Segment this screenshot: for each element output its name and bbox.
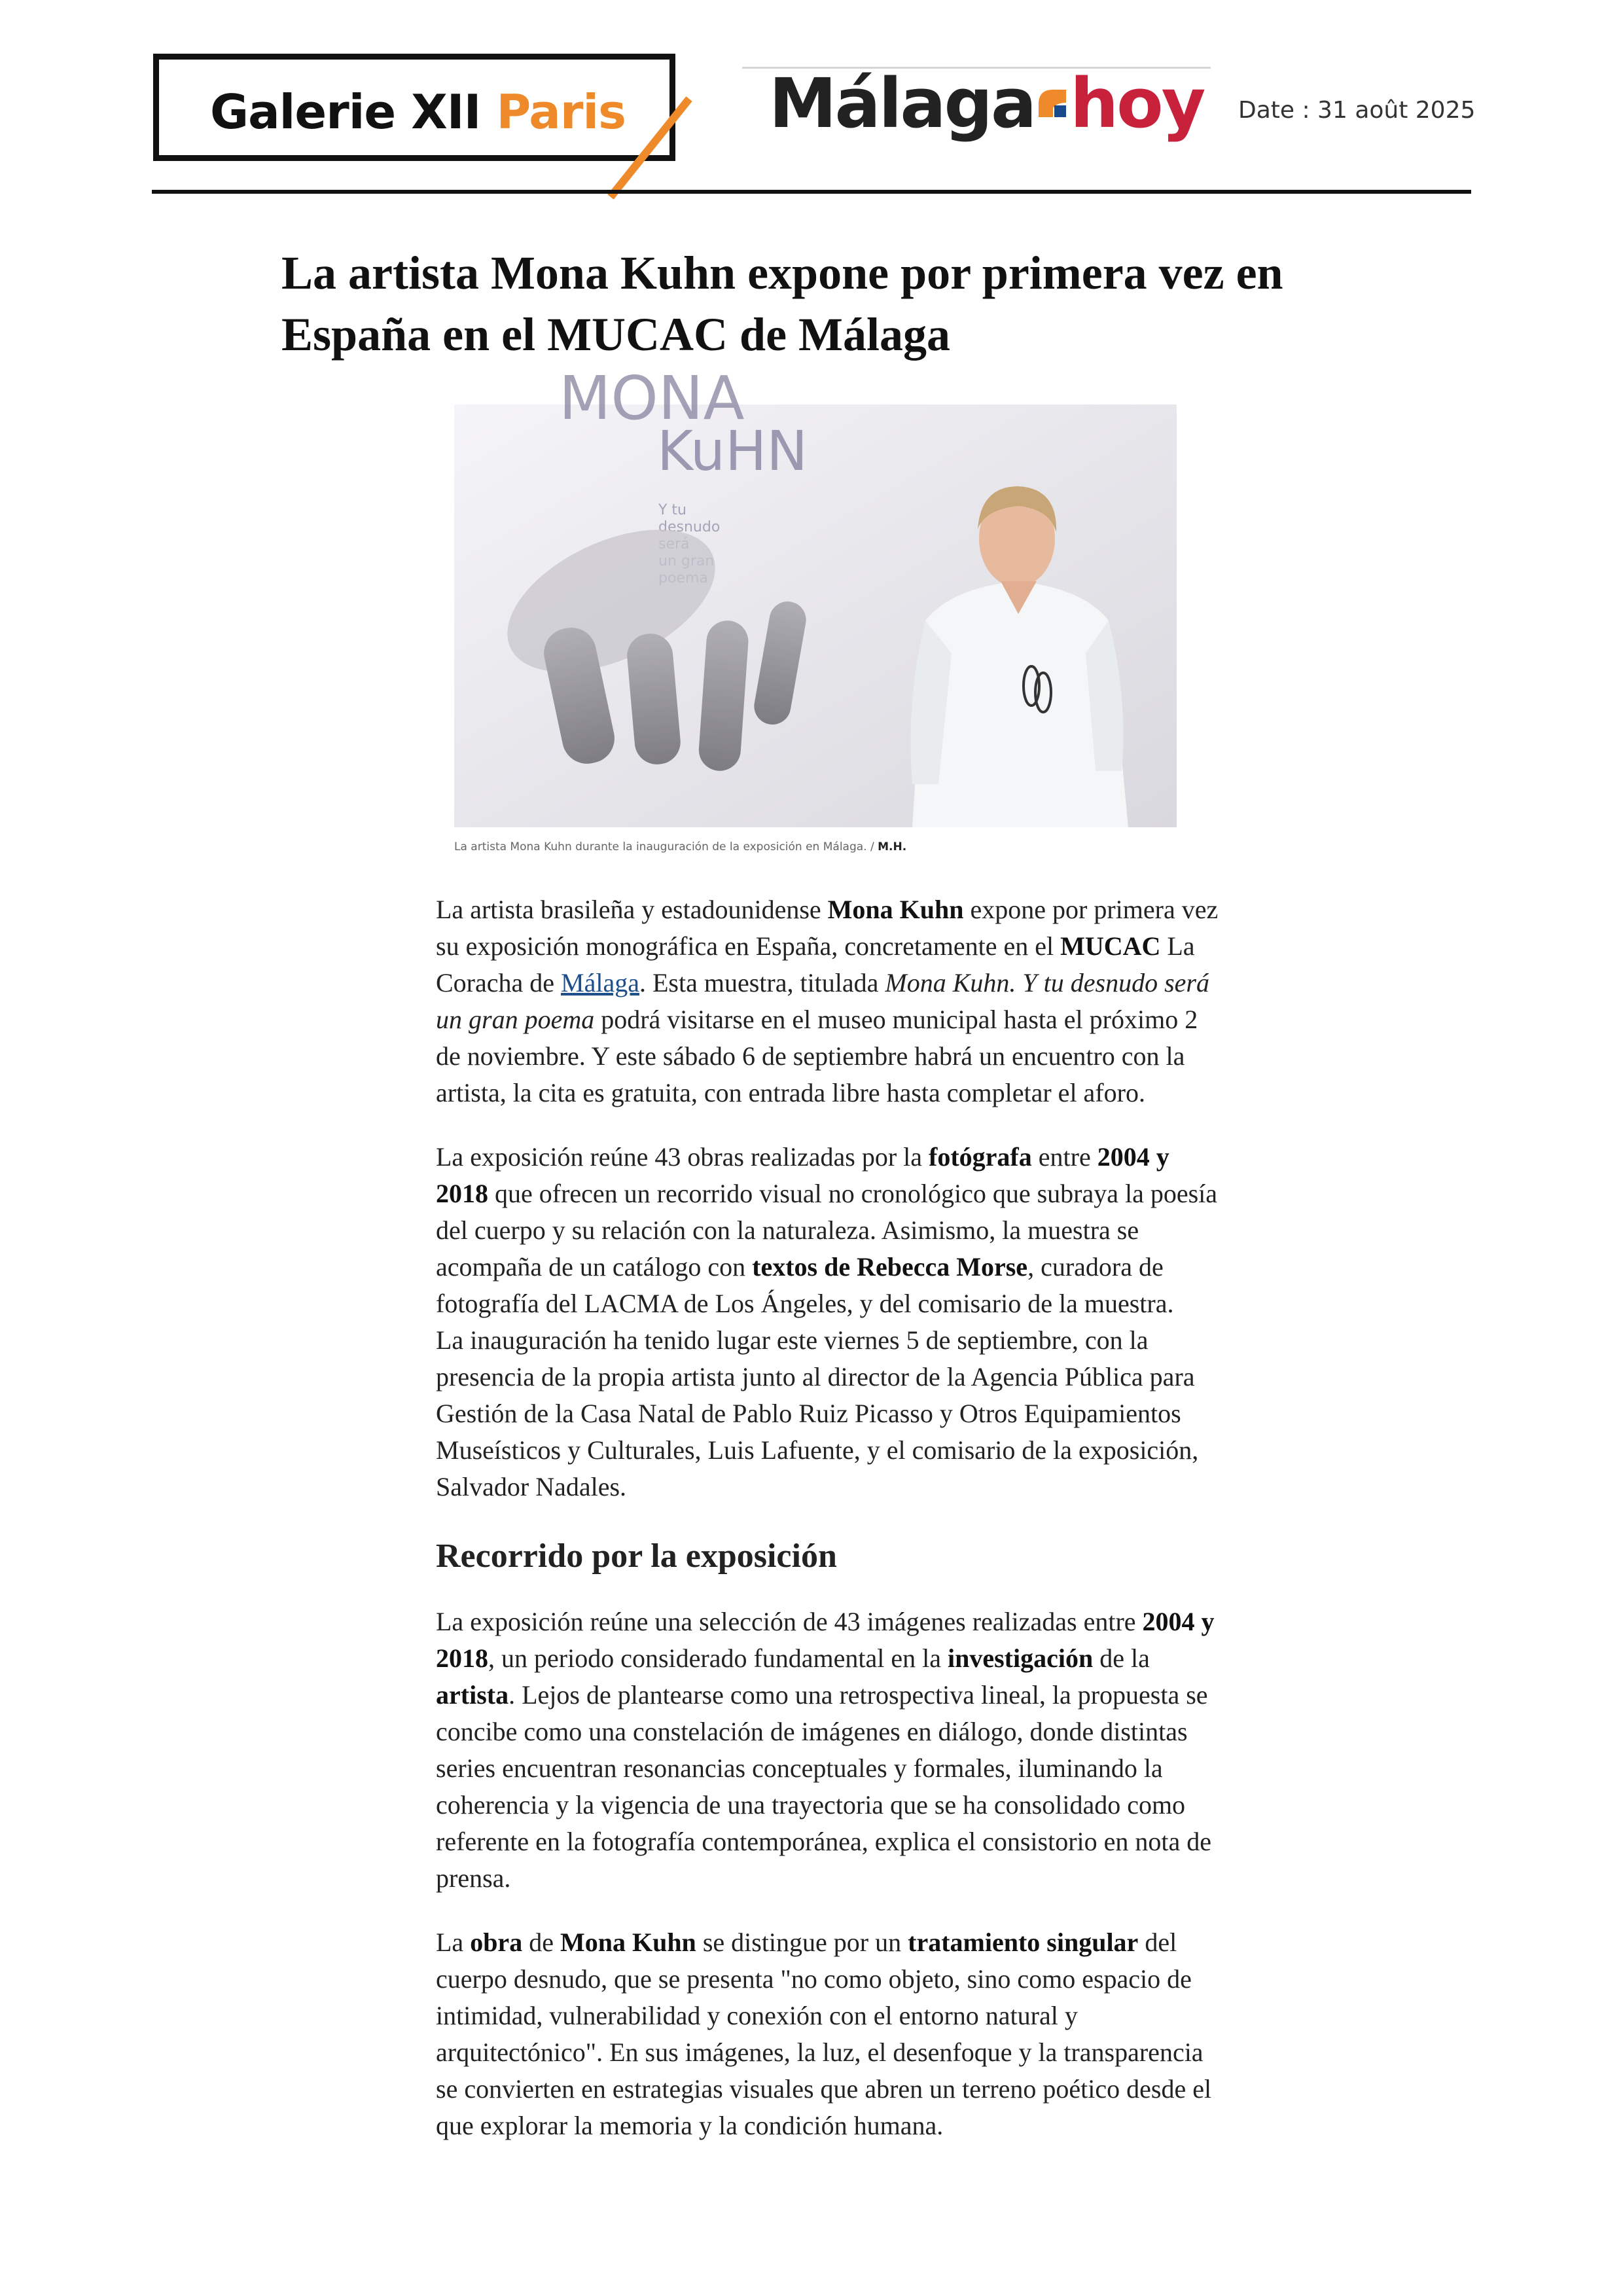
article-body [436, 891, 1221, 2144]
text-run: del cuerpo desnudo, que se presenta "no como objeto, sino como espacio de intimidad, vulnerabilidad y conexión con el entorno natural y arquitectónico". En sus imágenes, la luz, el desenfoque y la transparencia se convierten en estrategias visuales que abren un terreno poético desde el que explorar la memoria y la condición humana. [436, 1928, 1212, 2140]
bold-text: textos de Rebecca Morse [752, 1252, 1028, 1282]
paragraph: La inauguración ha tenido lugar este viernes 5 de septiembre, con la presencia de la propia artista junto al director de la Agencia Pública para Gestión de la Casa Natal de Pablo Ruiz Picasso y Otros Equipamientos Museísticos y Culturales, Luis Lafuente, y el comisario de la exposición, Salvador Nadales. [436, 1325, 1199, 1501]
poster-title-mona: MONA [559, 363, 745, 433]
poster-subtitle-line: Y tu [658, 502, 687, 518]
text-run: La exposición reúne 43 obras realizadas por la [436, 1142, 929, 1172]
text-run: La Coracha de [436, 931, 1195, 997]
paragraph [436, 1924, 1221, 2144]
text-run: La artista brasileña y estadounidense [436, 895, 828, 924]
newspaper-logo-malaga: Málaga [769, 63, 1035, 143]
bold-text: investigación [948, 1643, 1094, 1673]
paragraph-gap [436, 1577, 1221, 1604]
text-run: La exposición reúne una selección de 43 imágenes realizadas entre [436, 1607, 1143, 1636]
bold-text: tratamiento singular [908, 1928, 1139, 1957]
newspaper-logo [769, 63, 1204, 143]
paragraph [436, 891, 1221, 1111]
text-run: que ofrecen un recorrido visual no cronológico que subraya la poesía del cuerpo y su relación con la naturaleza. Asimismo, la muestra se acompaña de un catálogo con [436, 1179, 1218, 1282]
text-run: de la [1093, 1643, 1150, 1673]
photo-caption [454, 840, 906, 853]
text-run: de [522, 1928, 560, 1957]
text-run: expone por primera vez su exposición monográfica en España, concretamente en el [436, 895, 1219, 961]
paragraph-gap [436, 1897, 1221, 1924]
bold-text: fotógrafa [929, 1142, 1032, 1172]
bold-text: Mona Kuhn [827, 895, 964, 924]
paragraph-gap [436, 1111, 1221, 1139]
poster-subtitle-line: desnudo [658, 519, 721, 535]
photo-credit: M.H. [878, 840, 907, 853]
text-run: se distingue por un [696, 1928, 908, 1957]
publication-date: Date : 31 août 2025 [1238, 97, 1476, 124]
paragraph [436, 1139, 1221, 1322]
text-run: . Lejos de plantearse como una retrospectiva lineal, la propuesta se concibe como una constelación de imágenes en diálogo, donde distintas series encuentran resonancias conceptuales y formales, iluminando la coherencia y la vigencia de una trayectoria que se ha consolidado como referente en la fotografía contemporánea, explica el consistorio en nota de prensa. [436, 1680, 1211, 1893]
poster-title-kuhn: KuHN [657, 419, 808, 483]
header-divider [152, 190, 1471, 194]
bold-text: Mona Kuhn [560, 1928, 696, 1957]
section-subheading: Recorrido por la exposición [436, 1537, 837, 1575]
bold-text: 2004 y 2018 [436, 1142, 1169, 1208]
bold-text: obra [470, 1928, 523, 1957]
paragraph [436, 1604, 1221, 1897]
text-run: , un periodo considerado fundamental en la [488, 1643, 948, 1673]
malaga-link[interactable]: Málaga [561, 968, 639, 997]
paragraph-gap [436, 1505, 1221, 1535]
gallery-logo [153, 54, 675, 161]
photo-illustration [454, 363, 1177, 827]
exhibition-title: Mona Kuhn. Y tu desnudo será un gran poema [436, 968, 1209, 1034]
newspaper-logo-mark-icon [1037, 88, 1067, 118]
gallery-logo-name: Galerie XII [210, 84, 481, 139]
bold-text: 2004 y 2018 [436, 1607, 1215, 1673]
bold-text: MUCAC [1060, 931, 1161, 961]
text-run: . Esta muestra, titulada [639, 968, 885, 997]
text-run: entre [1031, 1142, 1097, 1172]
gallery-logo-city: Paris [496, 84, 626, 139]
text-run: La [436, 1928, 471, 1957]
text-run: , curadora de fotografía del LACMA de Los Ángeles, y del comisario de la muestra. [436, 1252, 1174, 1318]
bold-text: artista [436, 1680, 509, 1710]
text-run: podrá visitarse en el museo municipal hasta el próximo 2 de noviembre. Y este sábado 6 de septiembre habrá un encuentro con la artista, la cita es gratuita, con entrada libre hasta completar el aforo. [436, 1005, 1198, 1107]
article-photo [454, 363, 1177, 827]
newspaper-logo-hoy: hoy [1070, 63, 1204, 143]
article-headline: La artista Mona Kuhn expone por primera vez en España en el MUCAC de Málaga [281, 247, 1283, 361]
photo-caption-text: La artista Mona Kuhn durante la inauguración de la exposición en Málaga. / [454, 840, 874, 853]
